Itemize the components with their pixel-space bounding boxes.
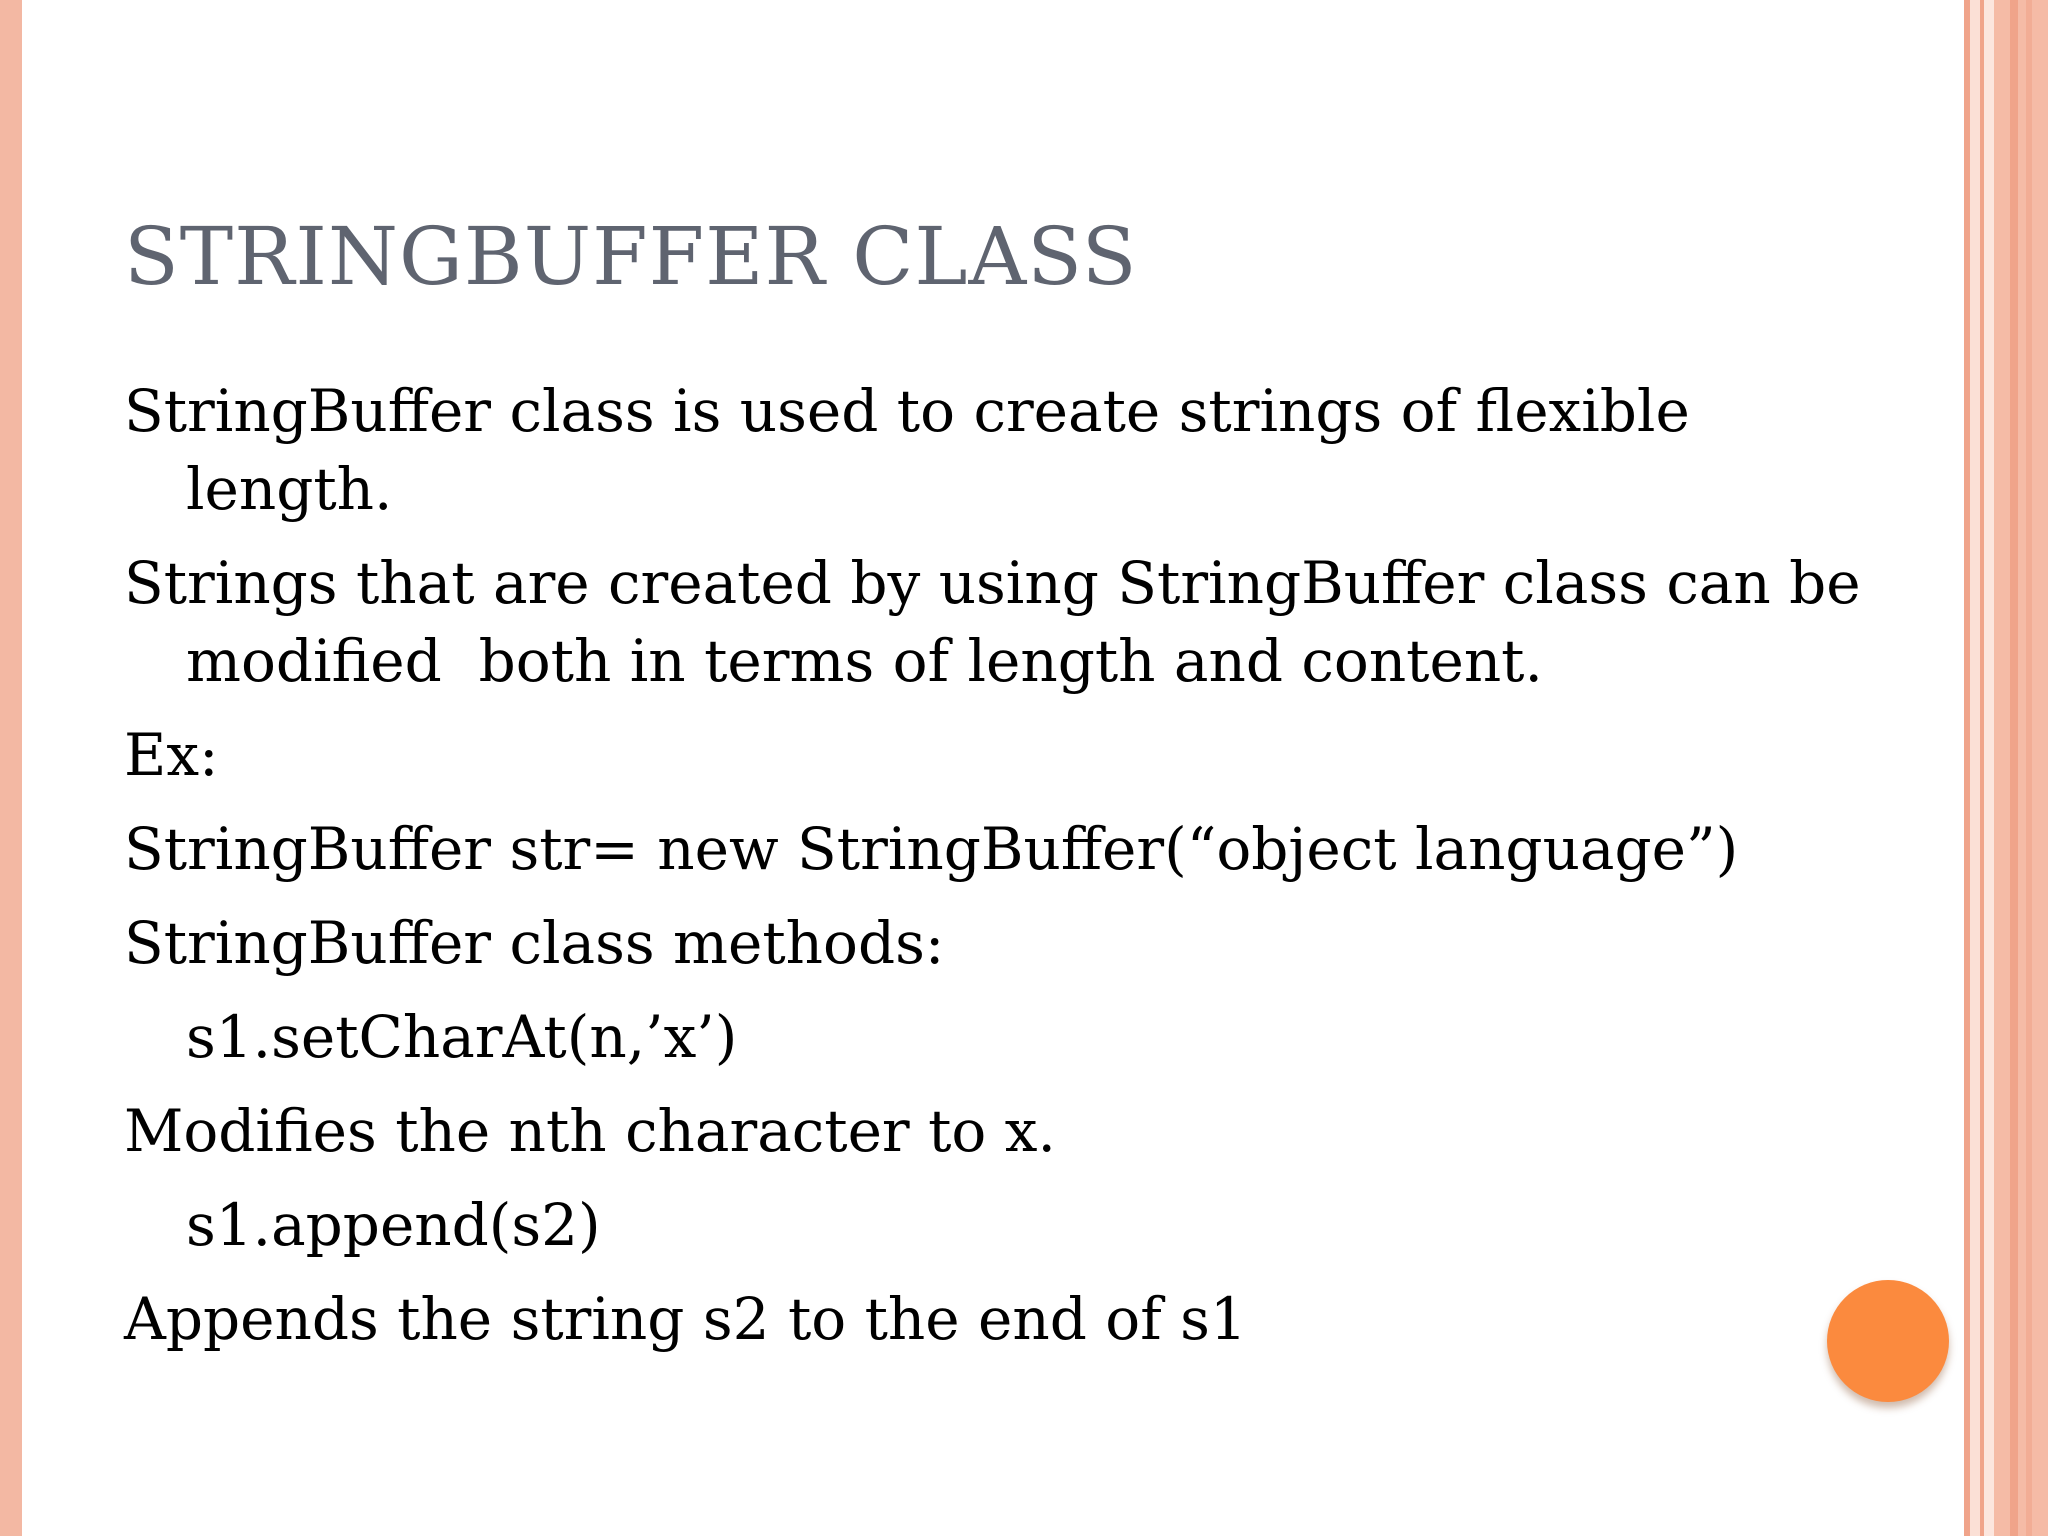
stripe: [1970, 0, 1980, 1536]
method-signature: s1.setCharAt(n,’x’): [186, 1003, 738, 1071]
body-paragraph: Ex:: [124, 721, 219, 789]
method-signature: s1.append(s2): [186, 1191, 601, 1259]
stripe: [1994, 0, 2048, 1536]
method-description: Appends the string s2 to the end of s1: [124, 1285, 1247, 1353]
left-border-decoration: [0, 0, 22, 1536]
right-stripe-decoration: [1964, 0, 2048, 1536]
code-example: StringBuffer str= new StringBuffer(“object language”): [124, 815, 1739, 883]
stripe: [1984, 0, 1994, 1536]
method-description: Modifies the nth character to x.: [124, 1097, 1056, 1165]
body-paragraph: StringBuffer class methods:: [124, 909, 945, 977]
body-paragraph: Strings that are created by using StringBuffer class can be modified both in terms of length and content.: [124, 549, 1880, 695]
slide-title: STRINGBUFFER CLASS: [124, 210, 1138, 303]
slide-body: [124, 372, 1884, 1374]
stripe: [2026, 0, 2032, 1536]
orange-circle-decoration: [1827, 1280, 1949, 1402]
body-paragraph: StringBuffer class is used to create strings of flexible length.: [124, 377, 1709, 523]
stripe: [2010, 0, 2018, 1536]
